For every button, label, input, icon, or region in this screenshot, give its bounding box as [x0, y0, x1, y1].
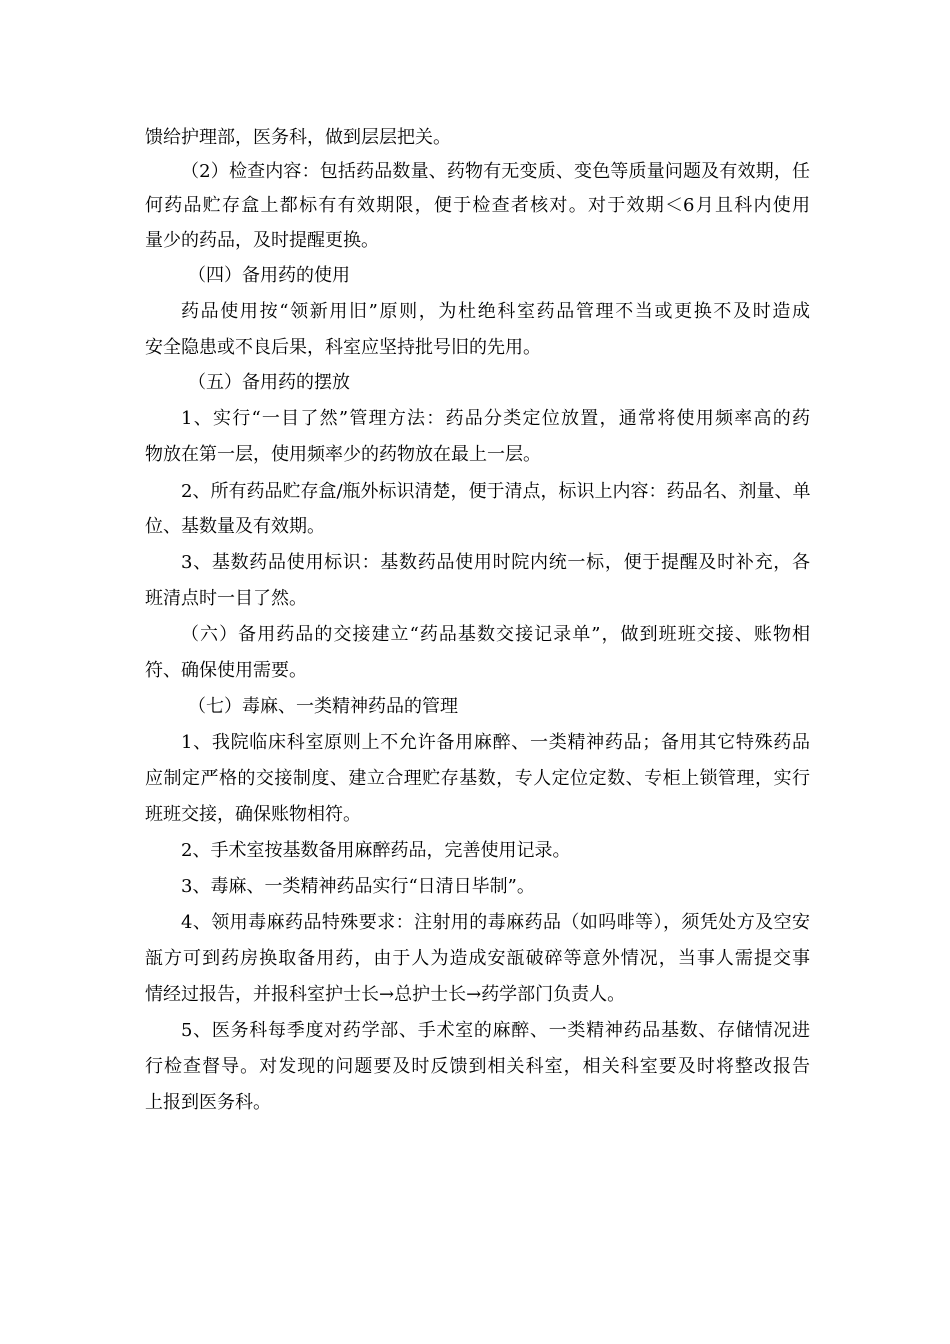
text-line: 馈给护理部，医务科，做到层层把关。: [145, 127, 451, 148]
text-line: 符、确保使用需要。: [145, 660, 307, 681]
text-line: 何药品贮存盒上都标有有效期限，便于检查者核对。对于效期＜6月且科内使用: [145, 195, 810, 216]
section-heading: （五）备用药的摆放: [188, 372, 350, 393]
text-line: 1、我院临床科室原则上不允许备用麻醉、一类精神药品；备用其它特殊药品: [181, 732, 810, 753]
text-line: 班清点时一目了然。: [145, 588, 307, 609]
text-line: 安全隐患或不良后果，科室应坚持批号旧的先用。: [145, 337, 541, 358]
text-line: 3、毒麻、一类精神药品实行“日清日毕制”。: [181, 876, 535, 897]
text-line: 2、所有药品贮存盒/瓶外标识清楚，便于清点，标识上内容：药品名、剂量、单: [181, 481, 811, 502]
section-heading: （四）备用药的使用: [188, 265, 350, 286]
text-line: 药品使用按“领新用旧”原则，为杜绝科室药品管理不当或更换不及时造成: [181, 301, 810, 322]
text-line: 2、手术室按基数备用麻醉药品，完善使用记录。: [181, 840, 571, 861]
text-line: 行检查督导。对发现的问题要及时反馈到相关科室，相关科室要及时将整改报告: [145, 1056, 810, 1077]
text-line: 位、基数量及有效期。: [145, 516, 325, 537]
text-line: 4、领用毒麻药品特殊要求：注射用的毒麻药品（如吗啡等），须凭处方及空安: [181, 912, 810, 933]
section-heading: （七）毒麻、一类精神药品的管理: [188, 696, 458, 717]
text-line: 班班交接，确保账物相符。: [145, 804, 361, 825]
text-line: 3、基数药品使用标识：基数药品使用时院内统一标，便于提醒及时补充，各: [181, 552, 810, 573]
text-line: 1、实行“一目了然”管理方法：药品分类定位放置，通常将使用频率高的药: [181, 408, 810, 429]
text-line: 应制定严格的交接制度、建立合理贮存基数，专人定位定数、专柜上锁管理，实行: [145, 768, 810, 789]
text-line: （2）检查内容：包括药品数量、药物有无变质、变色等质量问题及有效期，任: [181, 161, 810, 182]
text-line: 上报到医务科。: [145, 1092, 271, 1113]
text-line: 物放在第一层，使用频率少的药物放在最上一层。: [145, 444, 541, 465]
text-line: 量少的药品，及时提醒更换。: [145, 230, 379, 251]
text-line: （六）备用药品的交接建立“药品基数交接记录单”，做到班班交接、账物相: [181, 624, 810, 645]
text-line: 5、医务科每季度对药学部、手术室的麻醉、一类精神药品基数、存储情况进: [181, 1020, 810, 1041]
text-line: 情经过报告，并报科室护士长→总护士长→药学部门负责人。: [145, 984, 626, 1005]
text-line: 瓿方可到药房换取备用药，由于人为造成安瓿破碎等意外情况，当事人需提交事: [145, 948, 810, 969]
